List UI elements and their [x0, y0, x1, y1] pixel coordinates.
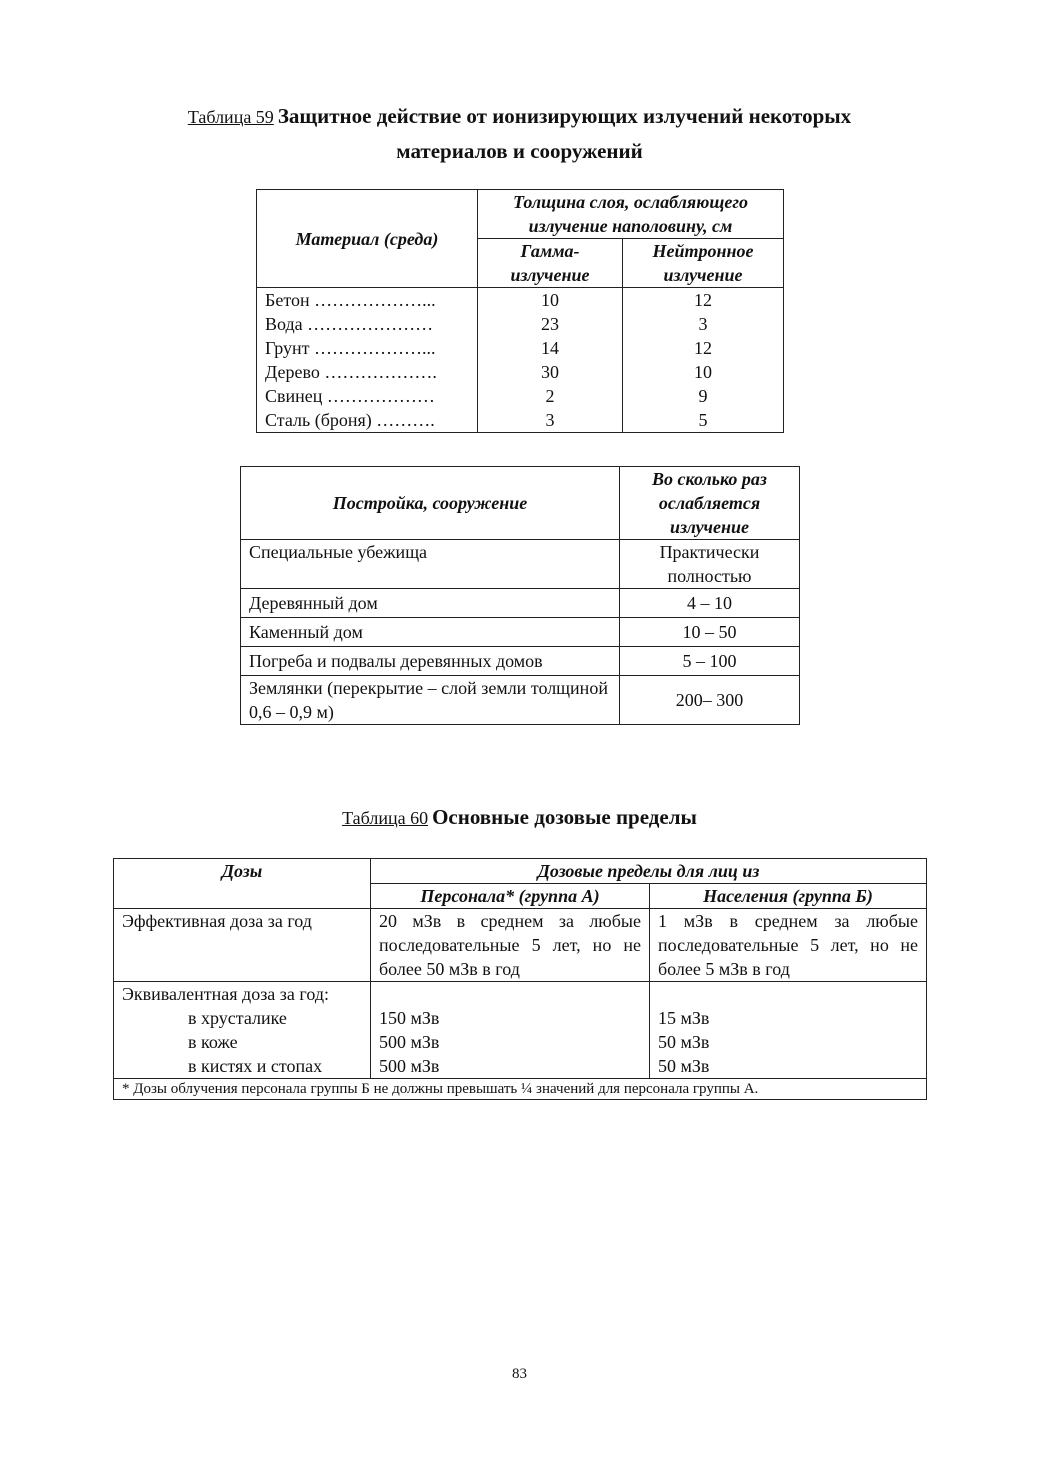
header-factor: Во сколько раз ослабляется излучение — [620, 467, 800, 540]
table-row — [241, 676, 800, 725]
neutron-value: 12 — [623, 288, 784, 313]
header-thickness: Толщина слоя, ослабляющего излучение наполовину, см — [478, 190, 784, 239]
neutron-value: 12 — [623, 336, 784, 360]
header-doses: Дозы — [114, 859, 371, 909]
neutron-value: 3 — [623, 312, 784, 336]
header-personnel: Персонала* (группа А) — [371, 884, 650, 909]
header-population: Населения (группа Б) — [650, 884, 927, 909]
gamma-value: 23 — [478, 312, 623, 336]
material-name: Свинец ……………… — [257, 384, 478, 408]
table60-title: Основные дозовые пределы — [432, 805, 697, 829]
neutron-value: 5 — [623, 408, 784, 433]
organ-skin: в коже — [188, 1032, 238, 1052]
gamma-value: 3 — [478, 408, 623, 433]
dose-limits-table — [113, 858, 927, 1100]
table-row — [114, 909, 927, 982]
header-gamma: Гамма-излучение — [478, 239, 623, 288]
personnel-skin: 500 мЗв — [379, 1032, 440, 1052]
effective-population: 1 мЗв в среднем за любые последовательные 5 лет, но не более 5 мЗв в год — [650, 909, 927, 982]
table-row — [257, 384, 784, 408]
gamma-value: 30 — [478, 360, 623, 384]
population-lens: 15 мЗв — [658, 1008, 710, 1028]
gamma-value: 10 — [478, 288, 623, 313]
table-row — [257, 288, 784, 313]
table-row — [257, 312, 784, 336]
table-row — [241, 540, 800, 589]
header-neutron: Нейтронное излучение — [623, 239, 784, 288]
material-name: Бетон ………………... — [257, 288, 478, 313]
table59-caption — [0, 100, 1039, 170]
table-row — [114, 982, 927, 1079]
table59-title-line2: материалов и сооружений — [396, 139, 643, 163]
page-number: 83 — [512, 1366, 527, 1382]
material-name: Сталь (броня) ………. — [257, 408, 478, 433]
neutron-value: 9 — [623, 384, 784, 408]
material-name: Грунт ………………... — [257, 336, 478, 360]
neutron-value: 10 — [623, 360, 784, 384]
table-row — [241, 589, 800, 618]
attenuation-factor: 5 – 100 — [620, 647, 800, 676]
table59-number: Таблица 59 — [187, 107, 274, 127]
table60-footnote: * Дозы облучения персонала группы Б не должны превышать ¼ значений для персонала группы А. — [114, 1079, 927, 1100]
personnel-hands-feet: 500 мЗв — [379, 1056, 440, 1076]
attenuation-factor: 4 – 10 — [620, 589, 800, 618]
table-row — [257, 408, 784, 433]
building-name: Каменный дом — [241, 618, 620, 647]
material-name: Вода ………………… — [257, 312, 478, 336]
building-name: Погреба и подвалы деревянных домов — [241, 647, 620, 676]
table-row — [257, 360, 784, 384]
population-hands-feet: 50 мЗв — [658, 1056, 710, 1076]
population-skin: 50 мЗв — [658, 1032, 710, 1052]
equivalent-dose-label: Эквивалентная доза за год: — [122, 984, 329, 1004]
personnel-lens: 150 мЗв — [379, 1008, 440, 1028]
attenuation-factor: Практически полностью — [620, 540, 800, 589]
building-name: Деревянный дом — [241, 589, 620, 618]
header-material: Материал (среда) — [257, 190, 478, 288]
material-name: Дерево ………………. — [257, 360, 478, 384]
header-limits: Дозовые пределы для лиц из — [371, 859, 927, 884]
table-row — [257, 336, 784, 360]
table60-caption — [0, 801, 1039, 836]
building-name: Землянки (перекрытие – слой земли толщиной 0,6 – 0,9 м) — [241, 676, 620, 725]
gamma-value: 2 — [478, 384, 623, 408]
gamma-value: 14 — [478, 336, 623, 360]
table60-number: Таблица 60 — [342, 808, 429, 828]
table-row — [241, 647, 800, 676]
table59-title-line1: Защитное действие от ионизирующих излучений некоторых — [277, 104, 852, 128]
effective-personnel: 20 мЗв в среднем за любые последовательные 5 лет, но не более 50 мЗв в год — [371, 909, 650, 982]
building-name: Специальные убежища — [241, 540, 620, 589]
materials-table — [256, 189, 784, 433]
table-row — [241, 618, 800, 647]
header-building: Постройка, сооружение — [241, 467, 620, 540]
attenuation-factor: 200– 300 — [620, 676, 800, 725]
organ-hands-feet: в кистях и стопах — [188, 1056, 323, 1076]
effective-dose-label: Эффективная доза за год — [114, 909, 371, 982]
attenuation-factor: 10 – 50 — [620, 618, 800, 647]
buildings-table — [240, 466, 800, 725]
organ-lens: в хрусталике — [188, 1008, 287, 1028]
